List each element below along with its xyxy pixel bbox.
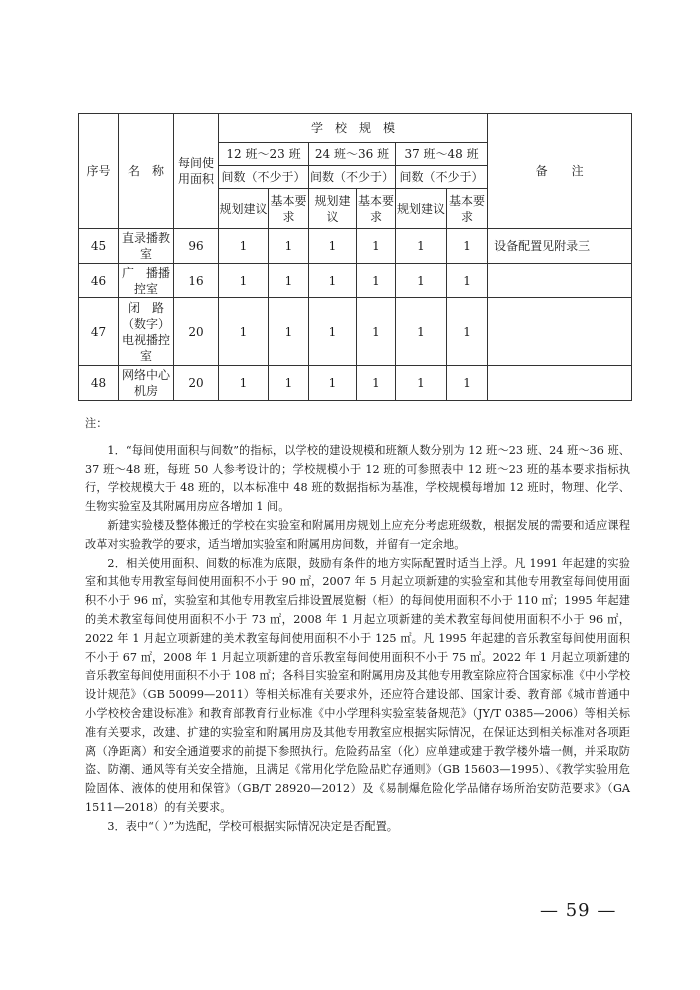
table-row (79, 366, 632, 401)
row-value: 1 (309, 264, 357, 298)
header-name: 名 称 (119, 114, 174, 229)
header-basic: 基本要求 (269, 189, 309, 229)
header-seq: 序号 (79, 114, 119, 229)
row-area: 16 (174, 264, 219, 298)
row-value: 1 (396, 366, 447, 401)
row-value: 1 (219, 229, 269, 264)
header-plan: 规划建议 (396, 189, 447, 229)
row-value: 1 (357, 229, 396, 264)
row-value: 1 (357, 264, 396, 298)
header-scale-group: 12 班～23 班 (219, 143, 309, 166)
row-remark (488, 298, 632, 366)
header-min-rooms: 间数（不少于） (219, 166, 309, 189)
row-name: 广 播播控室 (119, 264, 174, 298)
row-value: 1 (447, 366, 488, 401)
row-value: 1 (357, 366, 396, 401)
header-area: 每间使用面积 (174, 114, 219, 229)
row-value: 1 (396, 229, 447, 264)
header-scale-group: 37 班～48 班 (396, 143, 488, 166)
table-row (79, 229, 632, 264)
row-value: 1 (447, 229, 488, 264)
row-value: 1 (447, 298, 488, 366)
row-area: 20 (174, 366, 219, 401)
row-remark (488, 366, 632, 401)
row-value: 1 (396, 298, 447, 366)
row-value: 1 (447, 264, 488, 298)
header-min-rooms: 间数（不少于） (396, 166, 488, 189)
table-row (79, 298, 632, 366)
row-seq: 48 (79, 366, 119, 401)
row-seq: 46 (79, 264, 119, 298)
row-area: 20 (174, 298, 219, 366)
row-value: 1 (269, 298, 309, 366)
note-paragraph: 3．表中“（ ）”为选配，学校可根据实际情况决定是否配置。 (107, 819, 398, 833)
notes-section (85, 415, 630, 837)
notes-heading: 注： (85, 417, 108, 430)
row-remark: 设备配置见附录三 (488, 229, 632, 264)
row-value: 1 (219, 298, 269, 366)
header-basic: 基本要求 (357, 189, 396, 229)
header-plan: 规划建议 (219, 189, 269, 229)
row-value: 1 (269, 229, 309, 264)
row-seq: 45 (79, 229, 119, 264)
row-value: 1 (219, 264, 269, 298)
row-value: 1 (269, 264, 309, 298)
row-value: 1 (309, 366, 357, 401)
header-scale-group: 24 班～36 班 (309, 143, 396, 166)
note-paragraph: 1．“每间使用面积与间数”的指标，以学校的建设规模和班额人数分别为 12 班～23 班、24 班～36 班、37 班～48 班，每班 50 人参考设计的；学校规模小于 12 班的可参照表中 12 班～23 班的基本要求指标执行，学校规模大于 48 班的，以本标准中 48 班的数据指标为基准，学校规模每增加 12 班时，物理、化学、生物实验室及其附属用房应各增加 1 间。 (85, 443, 630, 514)
row-value: 1 (309, 298, 357, 366)
note-paragraph: 新建实验楼及整体搬迁的学校在实验室和附属用房规划上应充分考虑班级数，根据发展的需要和适应课程改革对实验教学的要求，适当增加实验室和附属用房间数，并留有一定余地。 (85, 518, 630, 551)
row-value: 1 (309, 229, 357, 264)
header-min-rooms: 间数（不少于） (309, 166, 396, 189)
page-number: — 59 — (540, 900, 617, 921)
row-value: 1 (219, 366, 269, 401)
row-name: 闭 路（数字）电视播控 室 (119, 298, 174, 366)
note-paragraph: 2．相关使用面积、间数的标准为底限，鼓励有条件的地方实际配置时适当上浮。凡 1991 年起建的实验室和其他专用教室每间使用面积不小于 90 ㎡，2007 年 5 月起立项新建的实验室和其他专用教室每间使用面积不小于 96 ㎡，实验室和其他专用教室后排设置展览橱（柜）的每间使用面积不小于 110 ㎡；1995 年起建的美术教室每间使用面积不小于 73 ㎡，2008 年 1 月起立项新建的美术教室每间使用面积不小于 96 ㎡，2022 年 1 月起立项新建的美术教室每间使用面积不小于 125 ㎡。凡 1995 年起建的音乐教室每间使用面积不小于 67 ㎡，2008 年 1 月起立项新建的音乐教室每间使用面积不小于 75 ㎡。2022 年 1 月起立项新建的音乐教室每间使用面积不小于 108 ㎡；各科目实验室和附属用房及其他专用教室除应符合国家标准《中小学校设计规范》（GB 50099—2011）等相关标准有关要求外，还应符合建设部、国家计委、教育部《城市普通中小学校校舍建设标准》和教育部教育行业标准《中小学理科实验室装备规范》（JY/T 0385—2006）等相关标准有关要求，改建、扩建的实验室和附属用房及其他专用教室应根据实际情况，在保证达到相关标准对各项距离（净距离）和安全通道要求的前提下参照执行。危险药品室（化）应单建或建于教学楼外墙一侧，并采取防盗、防潮、通风等有关安全措施，且满足《常用化学危险品贮存通则》（GB 15603—1995）、《教学实验用危险固体、液体的使用和保管》（GB/T 28920—2012）及《易制爆危险化学品储存场所治安防范要求》（GA 1511—2018）的有关要求。 (85, 556, 630, 814)
row-area: 96 (174, 229, 219, 264)
row-value: 1 (396, 264, 447, 298)
row-value: 1 (269, 366, 309, 401)
row-name: 直录播教 室 (119, 229, 174, 264)
table-row (79, 264, 632, 298)
header-basic: 基本要求 (447, 189, 488, 229)
row-name: 网络中心机房 (119, 366, 174, 401)
header-remark: 备 注 (488, 114, 632, 229)
row-value: 1 (357, 298, 396, 366)
header-plan: 规划建议 (309, 189, 357, 229)
row-remark (488, 264, 632, 298)
header-school-scale: 学 校 规 模 (219, 114, 488, 143)
row-seq: 47 (79, 298, 119, 366)
facility-table (78, 113, 632, 401)
